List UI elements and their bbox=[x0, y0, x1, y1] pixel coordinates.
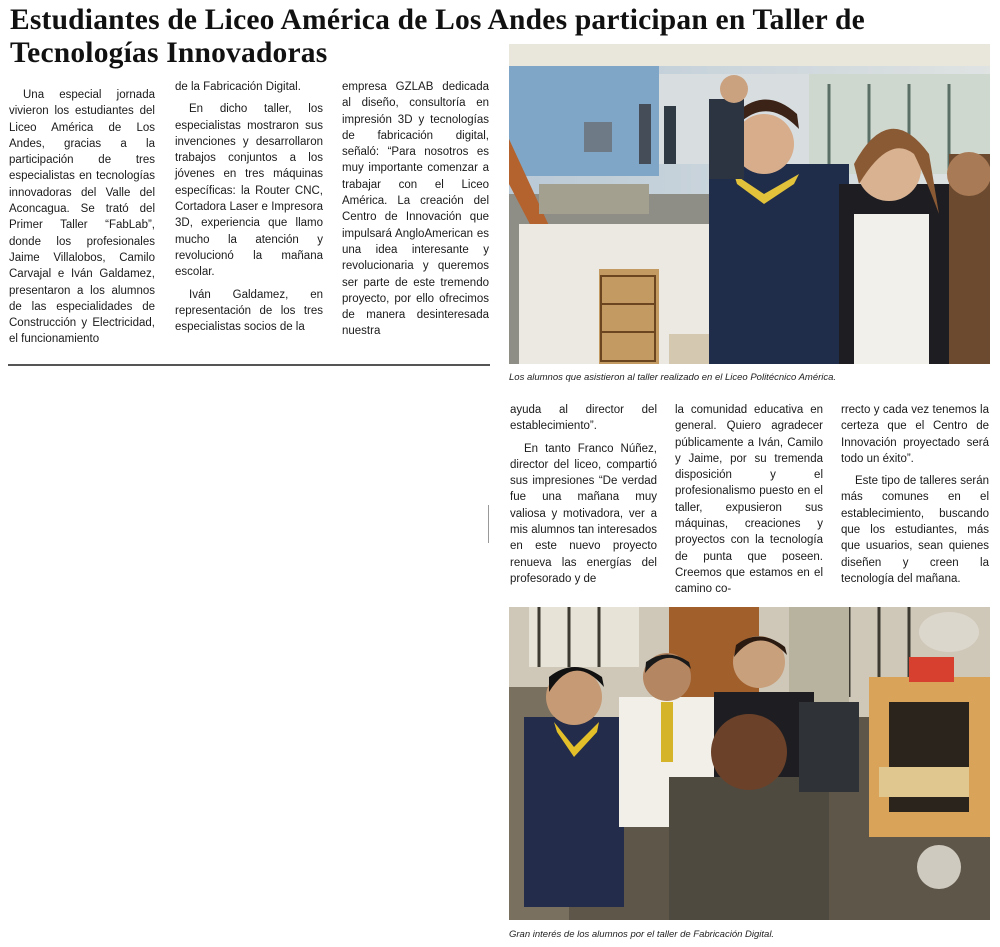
workshop-photo-1 bbox=[509, 44, 990, 364]
article-column-1 bbox=[9, 87, 155, 348]
workshop-photo-1-image bbox=[509, 44, 990, 364]
paragraph: empresa GZLAB dedicada al diseño, consultoría en impresión 3D y tecnologías de fabricación digital, señaló: “Para nosotros es muy importante comenzar a trabajar con el Liceo América. La creación del Centro de Innovación que impulsará AngloAmerican es una idea interesante y revolucionaria y queremos ser parte de este tremendo proyecto, por ello ofrecimos de manera desinteresada nuestra bbox=[342, 81, 489, 338]
paragraph: Una especial jornada vivieron los estudiantes del Liceo América de Los Andes, gracias a la participación de tres especialistas en tecnologías innovadoras del Valle del Aconcagua. Se trató del Primer Taller “FabLab”, donde los profesionales Jaime Villalobos, Camilo Carvajal e Iván Galdamez, presentaron a los alumnos de las especialidades de Construcción y Electricidad, el funcionamiento bbox=[9, 89, 155, 346]
title-line-2: Tecnologías Innovadoras bbox=[10, 37, 328, 69]
article-column-6 bbox=[841, 402, 989, 587]
margin-mark bbox=[488, 505, 489, 543]
paragraph: Este tipo de talleres serán más comunes en el establecimiento, buscando que los estudiantes, más que usuarios, sean quienes diseñen y creen la tecnología del mañana. bbox=[841, 475, 989, 585]
paragraph: rrecto y cada vez tenemos la certeza que el Centro de Innovación proyectado será todo un éxito”. bbox=[841, 404, 989, 465]
photo-1-caption: Los alumnos que asistieron al taller realizado en el Liceo Politécnico América. bbox=[509, 372, 837, 383]
column-divider-rule bbox=[8, 364, 490, 366]
workshop-photo-2-image bbox=[509, 607, 990, 920]
paragraph: En dicho taller, los especialistas mostraron sus invenciones y desarrollaron trabajos conjuntos a los jóvenes en tres máquinas específicas: la Router CNC, Cortadora Laser e Impresora 3D, experiencia que llamo mucho la atención y revolucionó la mañana escolar. bbox=[175, 103, 323, 279]
article-column-5 bbox=[675, 402, 823, 598]
article-column-4 bbox=[510, 402, 657, 587]
photo-2-caption: Gran interés de los alumnos por el taller de Fabricación Digital. bbox=[509, 929, 775, 940]
paragraph: la comunidad educativa en general. Quiero agradecer públicamente a Iván, Camilo y Jaime, por su tremenda disposición y el profesionalismo puesto en el taller, expusieron sus máquinas, creaciones y proyectos con la tecnología de punta que poseen. Creemos que estamos en el camino co- bbox=[675, 404, 823, 596]
article-column-3 bbox=[342, 79, 489, 340]
paragraph: de la Fabricación Digital. bbox=[175, 81, 301, 93]
paragraph: ayuda al director del establecimiento”. bbox=[510, 404, 657, 433]
paragraph: En tanto Franco Núñez, director del liceo, compartió sus impresiones “De verdad fue una mañana muy valiosa y motivadora, ver a mis alumnos tan interesados en este nuevo proyecto renueva las energías del profesorado y de bbox=[510, 442, 657, 585]
title-line-1: Estudiantes de Liceo América de Los Andes participan en Taller de bbox=[10, 4, 865, 36]
paragraph: Iván Galdamez, en representación de los tres especialistas socios de la bbox=[175, 288, 323, 334]
workshop-photo-2 bbox=[509, 607, 990, 920]
article-column-2 bbox=[175, 79, 323, 335]
